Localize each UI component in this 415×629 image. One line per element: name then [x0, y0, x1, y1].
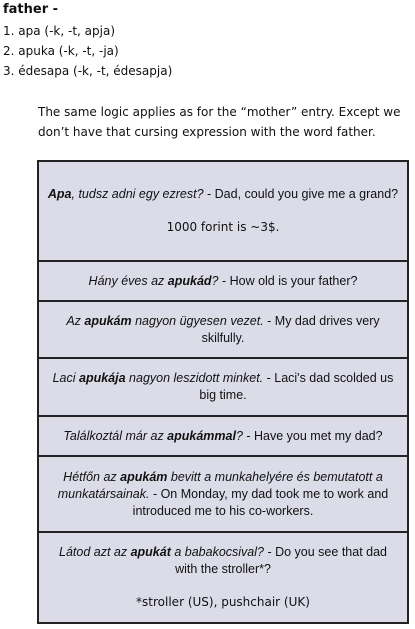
example-keyword: apukád [167, 273, 212, 288]
example-row [39, 455, 407, 531]
usage-note: The same logic applies as for the “mother” entry. Except we don’t have that cursing expression with the word father. [38, 105, 401, 139]
example-sentence: Apa, tudsz adni egy ezrest? - Dad, could you give me a grand? [47, 187, 399, 201]
example-keyword: apukám [84, 313, 132, 328]
example-note: 1000 forint is ~3$. [166, 220, 280, 234]
example-row [39, 300, 407, 357]
example-sentence: Hétfőn az apukám bevitt a munkahelyére és bemutatott a munkatársainak. - On Monday, my dad took me to work and introduced me to his co-workers. [57, 469, 389, 518]
example-translation: - Do you see that dad with the stroller*? [175, 545, 387, 576]
example-translation: - On Monday, my dad took me to work and introduced me to his co-workers. [132, 486, 389, 518]
example-translation: - How old is your father? [218, 273, 358, 288]
entry-title: father - [3, 2, 59, 17]
example-keyword: Apa [47, 187, 72, 201]
word-forms-list [3, 21, 172, 81]
example-keyword: apukája [79, 371, 126, 385]
example-translation: - Dad, could you give me a grand? [203, 187, 399, 201]
example-row [39, 162, 407, 260]
example-translation: - Have you met my dad? [242, 428, 383, 443]
example-row [39, 415, 407, 455]
example-note: *stroller (US), pushchair (UK) [136, 595, 310, 609]
example-keyword: apukámmal [167, 428, 236, 443]
example-translation: - My dad drives very skilfully. [201, 313, 380, 345]
examples-table [37, 160, 409, 624]
example-row [39, 260, 407, 300]
example-keyword: apukát [130, 545, 171, 559]
word-form-item: 1. apa (-k, -t, apja) [3, 24, 115, 38]
example-sentence: Hány éves az apukád? - How old is your father? [88, 273, 358, 288]
example-sentence: Laci apukája nagyon leszidott minket. - Laci's dad scolded us big time. [52, 371, 394, 402]
word-form-item: 3. édesapa (-k, -t, édesapja) [3, 64, 173, 78]
example-translation: - Laci's dad scolded us big time. [199, 371, 394, 402]
example-row [39, 531, 407, 622]
example-row [39, 357, 407, 415]
example-sentence: Látod azt az apukát a babakocsival? - Do you see that dad with the stroller*? [59, 545, 387, 576]
example-sentence: Találkoztál már az apukámmal? - Have you met my dad? [63, 428, 383, 443]
example-sentence: Az apukám nagyon ügyesen vezet. - My dad drives very skilfully. [66, 313, 380, 345]
word-form-item: 2. apuka (-k, -t, -ja) [3, 44, 119, 58]
example-keyword: apukám [120, 469, 168, 484]
